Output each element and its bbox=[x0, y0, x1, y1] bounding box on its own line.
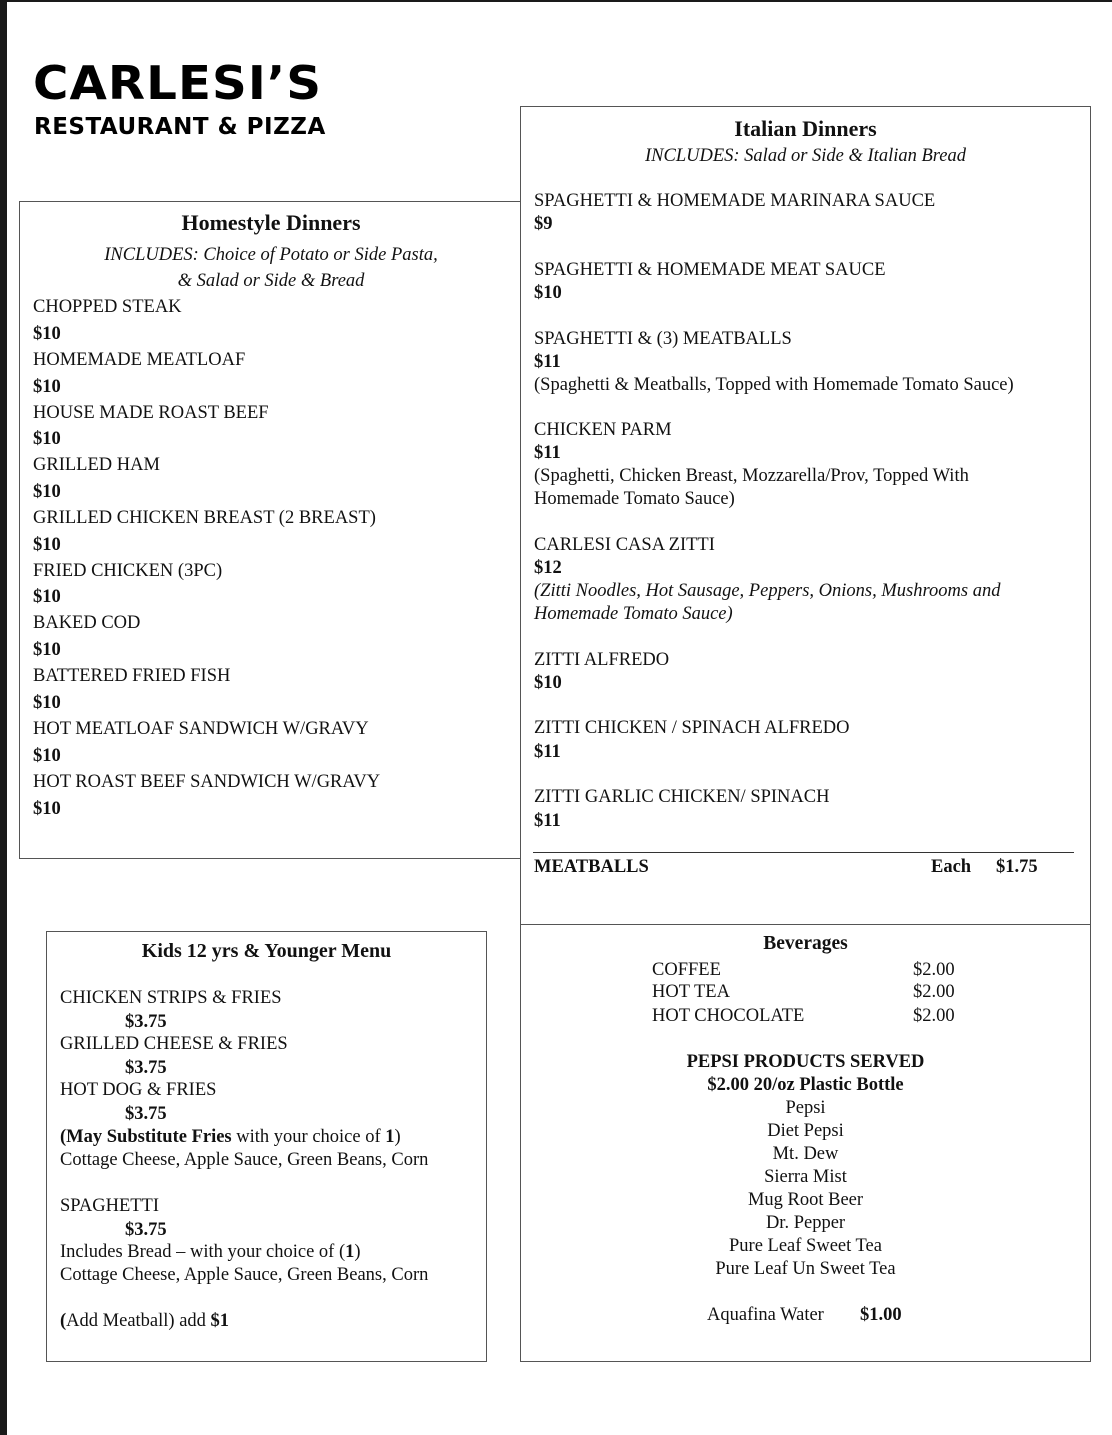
italian-item-price: $10 bbox=[534, 673, 562, 693]
italian-item-description: (Spaghetti, Chicken Breast, Mozzarella/Prov, Topped With bbox=[534, 466, 969, 486]
beverage-name: COFFEE bbox=[652, 960, 721, 980]
homestyle-item-name: GRILLED HAM bbox=[33, 455, 160, 475]
meatballs-each-label: Each bbox=[931, 857, 972, 877]
kids-substitute-number: 1 bbox=[385, 1127, 395, 1147]
meatballs-label: MEATBALLS bbox=[534, 857, 649, 877]
homestyle-item-price: $10 bbox=[33, 799, 61, 819]
beverage-price: $2.00 bbox=[913, 982, 955, 1002]
pepsi-item: Pure Leaf Sweet Tea bbox=[729, 1236, 882, 1256]
pepsi-item: Pepsi bbox=[785, 1098, 826, 1118]
homestyle-item-price: $10 bbox=[33, 377, 61, 397]
kids-add-text: Add Meatball) add bbox=[66, 1311, 211, 1331]
kids-item-price: $3.75 bbox=[125, 1058, 167, 1078]
kids-sides: Cottage Cheese, Apple Sauce, Green Beans, Corn bbox=[60, 1150, 429, 1170]
meatballs-price: $1.75 bbox=[996, 857, 1038, 877]
kids-item-name: HOT DOG & FRIES bbox=[60, 1080, 217, 1100]
italian-item-name: CARLESI CASA ZITTI bbox=[534, 535, 715, 555]
homestyle-item-price: $10 bbox=[33, 429, 61, 449]
italian-item-description: (Spaghetti & Meatballs, Topped with Homemade Tomato Sauce) bbox=[534, 375, 1014, 395]
italian-item-name: ZITTI CHICKEN / SPINACH ALFREDO bbox=[534, 718, 850, 738]
kids-sides-2: Cottage Cheese, Apple Sauce, Green Beans, Corn bbox=[60, 1265, 429, 1285]
pepsi-item: Mt. Dew bbox=[772, 1144, 839, 1164]
kids-item-name: GRILLED CHEESE & FRIES bbox=[60, 1034, 288, 1054]
page-top-edge bbox=[0, 0, 1112, 2]
kids-menu-box bbox=[46, 931, 487, 1362]
kids-substitute-close: ) bbox=[394, 1127, 401, 1147]
water-name: Aquafina Water bbox=[707, 1305, 824, 1325]
kids-item-price: $3.75 bbox=[125, 1012, 167, 1032]
italian-item-price: $11 bbox=[534, 443, 561, 463]
kids-spaghetti-price: $3.75 bbox=[125, 1220, 167, 1240]
kids-spaghetti-name: SPAGHETTI bbox=[60, 1196, 160, 1216]
beverage-name: HOT CHOCOLATE bbox=[652, 1006, 805, 1026]
homestyle-includes-line1: INCLUDES: Choice of Potato or Side Pasta, bbox=[104, 245, 438, 265]
italian-item-price: $11 bbox=[534, 811, 561, 831]
pepsi-item: Dr. Pepper bbox=[765, 1213, 846, 1233]
italian-item-name: SPAGHETTI & (3) MEATBALLS bbox=[534, 329, 792, 349]
homestyle-item-name: HOT ROAST BEEF SANDWICH W/GRAVY bbox=[33, 772, 381, 792]
italian-item-name: CHICKEN PARM bbox=[534, 420, 672, 440]
kids-bread-note bbox=[60, 1241, 361, 1263]
italian-item-name: ZITTI GARLIC CHICKEN/ SPINACH bbox=[534, 787, 830, 807]
beverage-price: $2.00 bbox=[913, 1006, 955, 1026]
homestyle-item-name: GRILLED CHICKEN BREAST (2 BREAST) bbox=[33, 508, 376, 528]
homestyle-item-price: $10 bbox=[33, 746, 61, 766]
page-left-edge bbox=[0, 0, 7, 1435]
homestyle-item-price: $10 bbox=[33, 324, 61, 344]
homestyle-dinners-box bbox=[19, 201, 521, 859]
italian-title: Italian Dinners bbox=[734, 116, 877, 141]
beverages-box bbox=[520, 924, 1091, 1362]
kids-add-price: $1 bbox=[210, 1311, 230, 1331]
pepsi-item: Mug Root Beer bbox=[747, 1190, 864, 1210]
italian-item-price: $12 bbox=[534, 558, 562, 578]
kids-bread-pre: Includes Bread – with your choice of ( bbox=[60, 1242, 346, 1262]
homestyle-item-name: BATTERED FRIED FISH bbox=[33, 666, 231, 686]
homestyle-item-price: $10 bbox=[33, 535, 61, 555]
pepsi-products-price: $2.00 20/oz Plastic Bottle bbox=[707, 1075, 904, 1095]
kids-bread-close: ) bbox=[354, 1242, 361, 1262]
italian-item-name: SPAGHETTI & HOMEMADE MEAT SAUCE bbox=[534, 260, 886, 280]
kids-substitute-open: ( bbox=[60, 1127, 67, 1147]
kids-item-price: $3.75 bbox=[125, 1104, 167, 1124]
homestyle-item-name: CHOPPED STEAK bbox=[33, 297, 182, 317]
kids-item-name: CHICKEN STRIPS & FRIES bbox=[60, 988, 282, 1008]
homestyle-item-name: BAKED COD bbox=[33, 613, 141, 633]
kids-add-open: ( bbox=[60, 1311, 67, 1331]
beverage-name: HOT TEA bbox=[652, 982, 730, 1002]
water-price: $1.00 bbox=[860, 1305, 902, 1325]
homestyle-title: Homestyle Dinners bbox=[181, 210, 361, 235]
homestyle-item-price: $10 bbox=[33, 587, 61, 607]
pepsi-products-title: PEPSI PRODUCTS SERVED bbox=[686, 1052, 925, 1072]
kids-substitute-note bbox=[60, 1126, 401, 1148]
kids-substitute-bold: May Substitute Fries bbox=[66, 1127, 232, 1147]
homestyle-item-name: HOUSE MADE ROAST BEEF bbox=[33, 403, 269, 423]
italian-item-name: ZITTI ALFREDO bbox=[534, 650, 670, 670]
italian-item-description: Homemade Tomato Sauce) bbox=[534, 604, 733, 624]
homestyle-item-name: HOT MEATLOAF SANDWICH W/GRAVY bbox=[33, 719, 369, 739]
italian-item-description: (Zitti Noodles, Hot Sausage, Peppers, Onions, Mushrooms and bbox=[534, 581, 1001, 601]
kids-add-meatball bbox=[60, 1310, 229, 1332]
restaurant-name: CARLESI’S bbox=[33, 56, 323, 110]
homestyle-item-price: $10 bbox=[33, 693, 61, 713]
italian-item-price: $9 bbox=[534, 214, 553, 234]
pepsi-item: Pure Leaf Un Sweet Tea bbox=[715, 1259, 896, 1279]
homestyle-item-name: FRIED CHICKEN (3PC) bbox=[33, 561, 223, 581]
beverages-title: Beverages bbox=[763, 933, 848, 954]
italian-includes: INCLUDES: Salad or Side & Italian Bread bbox=[645, 146, 966, 166]
restaurant-subtitle: RESTAURANT & PIZZA bbox=[34, 114, 326, 140]
italian-item-price: $11 bbox=[534, 352, 561, 372]
italian-dinners-box bbox=[520, 106, 1091, 925]
meatballs-divider bbox=[533, 852, 1074, 853]
kids-substitute-mid: with your choice of bbox=[231, 1127, 386, 1147]
italian-item-name: SPAGHETTI & HOMEMADE MARINARA SAUCE bbox=[534, 191, 936, 211]
homestyle-includes-line2: & Salad or Side & Bread bbox=[177, 271, 365, 291]
pepsi-item: Diet Pepsi bbox=[767, 1121, 844, 1141]
homestyle-item-price: $10 bbox=[33, 640, 61, 660]
homestyle-item-price: $10 bbox=[33, 482, 61, 502]
italian-item-description: Homemade Tomato Sauce) bbox=[534, 489, 735, 509]
kids-bread-number: 1 bbox=[345, 1242, 355, 1262]
italian-item-price: $10 bbox=[534, 283, 562, 303]
homestyle-item-name: HOMEMADE MEATLOAF bbox=[33, 350, 246, 370]
kids-menu-title: Kids 12 yrs & Younger Menu bbox=[141, 940, 392, 962]
pepsi-item: Sierra Mist bbox=[764, 1167, 847, 1187]
beverage-price: $2.00 bbox=[913, 960, 955, 980]
italian-item-price: $11 bbox=[534, 742, 561, 762]
